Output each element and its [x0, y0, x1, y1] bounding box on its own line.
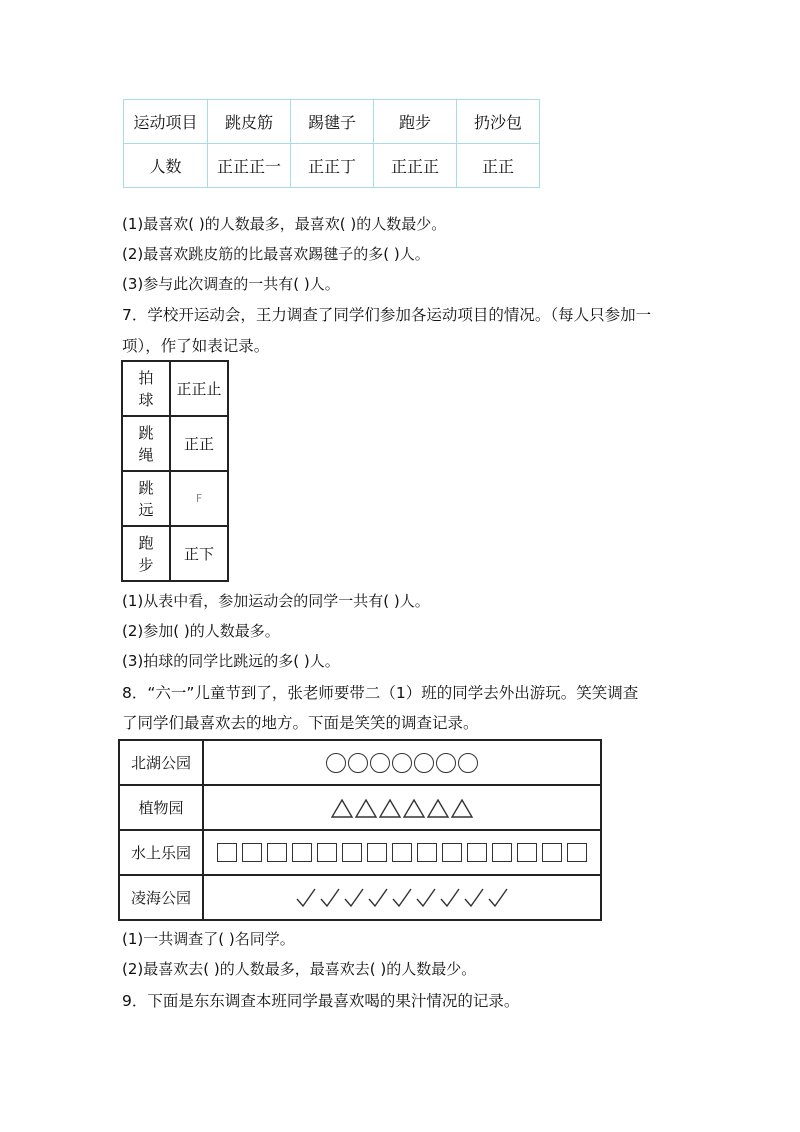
- check-mark: [463, 887, 485, 909]
- places-survey-table: [118, 739, 602, 921]
- tally-cell: 正下: [170, 526, 228, 581]
- triangle-mark: [451, 798, 473, 818]
- check-mark: [415, 887, 437, 909]
- square-mark: [567, 843, 587, 862]
- tally-cell: F: [170, 471, 228, 526]
- square-mark: [317, 843, 337, 862]
- circle-mark: [414, 753, 434, 773]
- circle-mark: [370, 753, 390, 773]
- tally-cell: 正正止: [170, 361, 228, 416]
- check-mark: [343, 887, 365, 909]
- sports-event-table: [121, 360, 229, 582]
- check-marks: [295, 887, 509, 909]
- place-label: 北湖公园: [119, 740, 203, 785]
- check-mark: [367, 887, 389, 909]
- header-cell: 跳皮筋: [208, 100, 291, 144]
- place-label: 凌海公园: [119, 875, 203, 920]
- q9-text-line-1: 9．下面是东东调查本班同学最喜欢喝的果汁情况的记录。: [122, 992, 520, 1010]
- triangle-mark: [331, 798, 353, 818]
- check-mark: [319, 887, 341, 909]
- circle-mark: [436, 753, 456, 773]
- tally-cell: 正正正: [374, 144, 457, 188]
- event-label: 跳绳: [122, 416, 170, 471]
- q7-question-1: (1)从表中看，参加运动会的同学一共有( )人。: [122, 592, 430, 610]
- square-mark: [417, 843, 437, 862]
- tally-cell: 正正丁: [291, 144, 374, 188]
- q8-question-2: (2)最喜欢去( )的人数最多，最喜欢去( )的人数最少。: [122, 960, 477, 978]
- q8-question-1: (1)一共调查了( )名同学。: [122, 930, 295, 948]
- circle-mark: [348, 753, 368, 773]
- triangle-mark: [403, 798, 425, 818]
- marks-cell: [203, 740, 601, 785]
- q8-text-line-1: 8．“六一”儿童节到了，张老师要带二（1）班的同学去外出游玩。笑笑调查: [122, 684, 639, 702]
- triangle-mark: [379, 798, 401, 818]
- square-mark: [492, 843, 512, 862]
- check-mark: [295, 887, 317, 909]
- event-label: 跑步: [122, 526, 170, 581]
- tally-cell: 正正: [170, 416, 228, 471]
- square-mark: [267, 843, 287, 862]
- q6-question-2: (2)最喜欢跳皮筋的比最喜欢踢毽子的多( )人。: [122, 245, 430, 263]
- square-marks: [217, 843, 587, 862]
- check-mark: [487, 887, 509, 909]
- header-cell: 跑步: [374, 100, 457, 144]
- q7-text-line-2: 项），作了如表记录。: [122, 337, 270, 355]
- q7-question-3: (3)拍球的同学比跳远的多( )人。: [122, 652, 340, 670]
- tally-cell: 正正: [457, 144, 540, 188]
- square-mark: [442, 843, 462, 862]
- row-label: 人数: [124, 144, 208, 188]
- circle-mark: [392, 753, 412, 773]
- square-mark: [467, 843, 487, 862]
- q8-text-line-2: 了同学们最喜欢去的地方。下面是笑笑的调查记录。: [122, 714, 479, 732]
- square-mark: [292, 843, 312, 862]
- check-mark: [391, 887, 413, 909]
- header-cell: 扔沙包: [457, 100, 540, 144]
- q7-question-2: (2)参加( )的人数最多。: [122, 622, 280, 640]
- q7-text-line-1: 7．学校开运动会，王力调查了同学们参加各运动项目的情况。（每人只参加一: [122, 306, 652, 324]
- square-mark: [242, 843, 262, 862]
- circle-mark: [458, 753, 478, 773]
- square-mark: [517, 843, 537, 862]
- q6-question-3: (3)参与此次调查的一共有( )人。: [122, 275, 340, 293]
- circle-mark: [326, 753, 346, 773]
- triangle-mark: [427, 798, 449, 818]
- square-mark: [392, 843, 412, 862]
- marks-cell: [203, 830, 601, 875]
- circle-marks: [326, 753, 478, 773]
- place-label: 水上乐园: [119, 830, 203, 875]
- marks-cell: [203, 785, 601, 830]
- header-cell: 运动项目: [124, 100, 208, 144]
- place-label: 植物园: [119, 785, 203, 830]
- event-label: 跳远: [122, 471, 170, 526]
- triangle-mark: [355, 798, 377, 818]
- event-label: 拍球: [122, 361, 170, 416]
- square-mark: [217, 843, 237, 862]
- q6-question-1: (1)最喜欢( )的人数最多，最喜欢( )的人数最少。: [122, 215, 447, 233]
- marks-cell: [203, 875, 601, 920]
- square-mark: [542, 843, 562, 862]
- check-mark: [439, 887, 461, 909]
- sports-tally-table: [123, 99, 540, 188]
- header-cell: 踢毽子: [291, 100, 374, 144]
- triangle-marks: [331, 798, 473, 818]
- square-mark: [342, 843, 362, 862]
- tally-cell: 正正正一: [208, 144, 291, 188]
- square-mark: [367, 843, 387, 862]
